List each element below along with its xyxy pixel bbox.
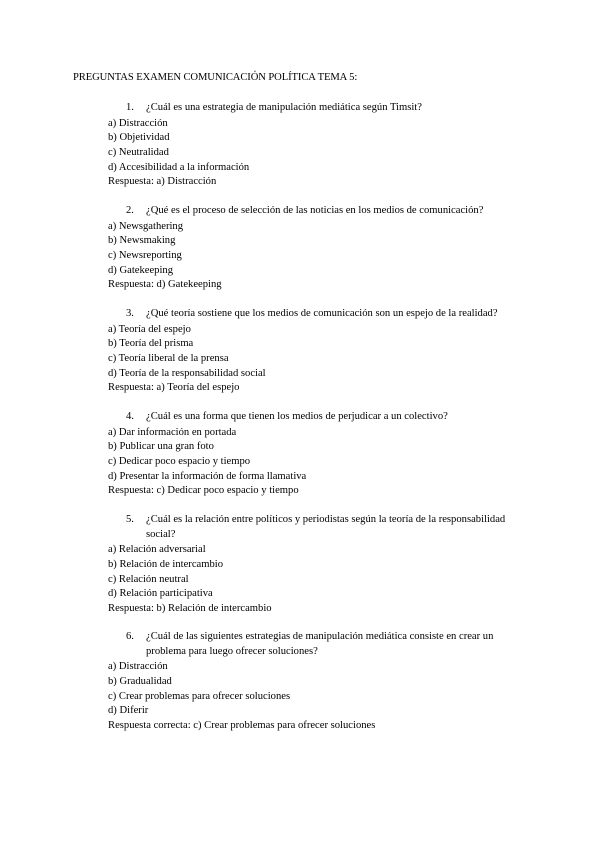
option: b) Publicar una gran foto bbox=[108, 441, 214, 453]
option: d) Relación participativa bbox=[108, 588, 213, 600]
option: a) Distracción bbox=[108, 117, 168, 129]
option: c) Crear problemas para ofrecer soluciones bbox=[108, 690, 291, 702]
question-block-3 bbox=[108, 307, 528, 396]
option: d) Gatekeeping bbox=[108, 264, 174, 276]
question bbox=[108, 513, 528, 542]
question-block-5 bbox=[108, 513, 528, 617]
question-text: ¿Qué es el proceso de selección de las noticias en los medios de comunicación? bbox=[146, 205, 484, 216]
answer: Respuesta: d) Gatekeeping bbox=[108, 279, 222, 291]
question-text: ¿Cuál es una estrategia de manipulación mediática según Timsit? bbox=[146, 102, 422, 113]
answer: Respuesta: a) Distracción bbox=[108, 176, 217, 188]
question-text: ¿Cuál es la relación entre políticos y periodistas según la teoría de la responsabilidad social? bbox=[146, 514, 506, 540]
answer: Respuesta correcta: c) Crear problemas para ofrecer soluciones bbox=[108, 720, 376, 731]
question-block-2 bbox=[108, 204, 528, 293]
option: d) Presentar la información de forma llamativa bbox=[108, 470, 307, 482]
answer: Respuesta: c) Dedicar poco espacio y tiempo bbox=[108, 485, 299, 497]
page-title: PREGUNTAS EXAMEN COMUNICACIÓN POLÍTICA TEMA 5: bbox=[73, 72, 358, 83]
question bbox=[108, 204, 528, 219]
question-text: ¿Qué teoría sostiene que los medios de comunicación son un espejo de la realidad? bbox=[146, 308, 498, 319]
question-block-4 bbox=[108, 410, 528, 499]
option: a) Dar información en portada bbox=[108, 426, 237, 438]
option: c) Neutralidad bbox=[108, 147, 169, 158]
option: d) Teoría de la responsabilidad social bbox=[108, 367, 266, 379]
question bbox=[108, 101, 528, 116]
option: a) Distracción bbox=[108, 661, 168, 673]
option: a) Newsgathering bbox=[108, 220, 184, 232]
question-text: ¿Cuál es una forma que tienen los medios de perjudicar a un colectivo? bbox=[146, 411, 448, 422]
option: b) Newsmaking bbox=[108, 235, 176, 247]
option: d) Diferir bbox=[108, 705, 149, 717]
option: c) Newsreporting bbox=[108, 250, 182, 261]
question-number: 4. bbox=[126, 411, 134, 422]
option: b) Teoría del prisma bbox=[108, 338, 194, 350]
question-text: ¿Cuál de las siguientes estrategias de manipulación mediática consiste en crear un problema para luego ofrecer soluciones? bbox=[146, 631, 494, 657]
option: b) Relación de intercambio bbox=[108, 558, 224, 570]
option: a) Relación adversarial bbox=[108, 544, 206, 556]
question-number: 2. bbox=[126, 205, 134, 216]
option: a) Teoría del espejo bbox=[108, 323, 191, 335]
option: c) Relación neutral bbox=[108, 573, 189, 585]
question-block-1 bbox=[108, 101, 528, 190]
question-block-6 bbox=[108, 630, 528, 734]
option: c) Dedicar poco espacio y tiempo bbox=[108, 456, 251, 467]
question bbox=[108, 630, 528, 659]
question-number: 5. bbox=[126, 514, 134, 525]
option: b) Objetividad bbox=[108, 132, 170, 144]
question bbox=[108, 307, 528, 322]
answer: Respuesta: a) Teoría del espejo bbox=[108, 382, 240, 394]
option: d) Accesibilidad a la información bbox=[108, 161, 250, 173]
question-number: 6. bbox=[126, 631, 134, 642]
question bbox=[108, 410, 528, 425]
option: b) Gradualidad bbox=[108, 675, 172, 687]
question-number: 1. bbox=[126, 102, 134, 113]
question-number: 3. bbox=[126, 308, 134, 319]
answer: Respuesta: b) Relación de intercambio bbox=[108, 603, 272, 614]
option: c) Teoría liberal de la prensa bbox=[108, 353, 229, 364]
